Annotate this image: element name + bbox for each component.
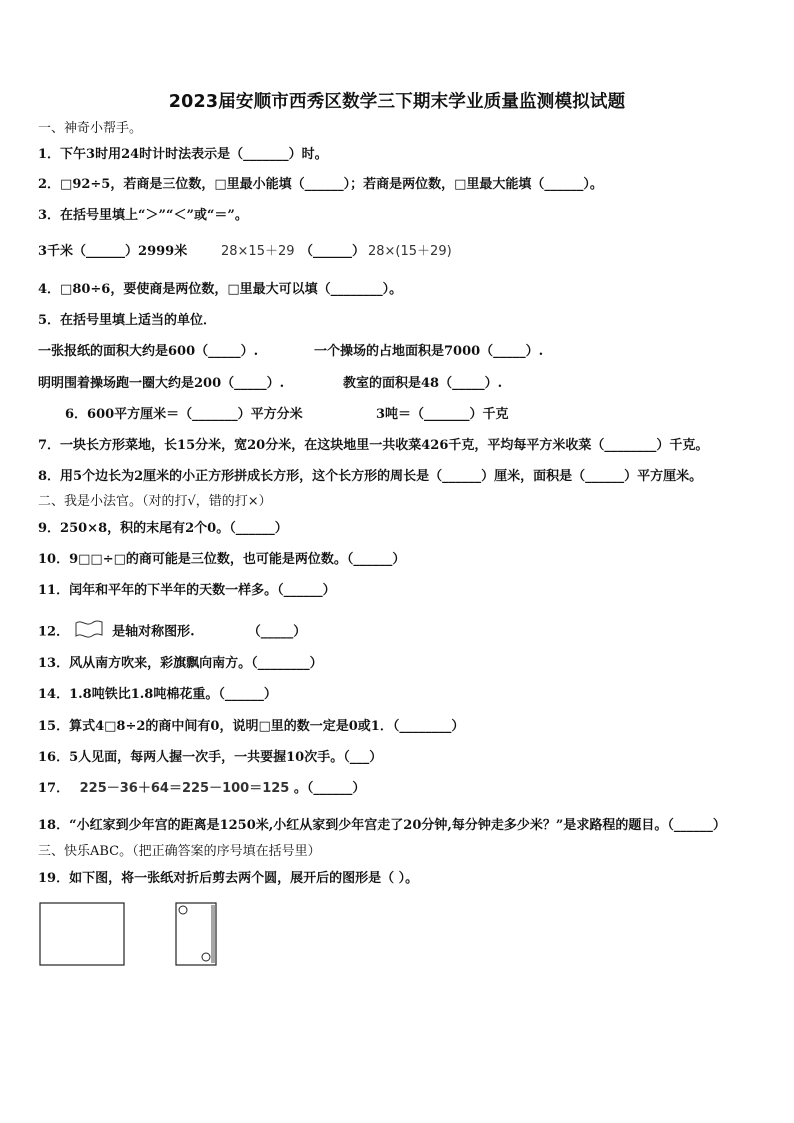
question-19: 19．如下图，将一张纸对折后剪去两个圆，展开后的图形是（ ）。 [38,871,419,886]
section-heading-2: 二、我是小法官。（对的打√，错的打×） [38,494,272,509]
section-heading-1: 一、神奇小帮手。 [38,121,143,136]
question-12-text: 是轴对称图形. [112,624,195,640]
cut-circle-bottom [202,953,210,961]
wave-flag-icon [74,619,104,645]
question-13: 13．风从南方吹来，彩旗飘向南方。（________） [38,656,323,671]
question-5-item-a: 一张报纸的面积大约是600（_____）. [38,344,259,359]
question-16: 16．5人见面，每两人握一次手，一共要握10次手。（___） [38,750,383,765]
question-17-expression: 225－36＋64＝225－100＝125 [79,781,290,796]
question-11: 11．闰年和平年的下半年的天数一样多。（______） [38,583,336,598]
question-5: 5．在括号里填上适当的单位． [38,313,217,328]
question-5-item-d: 教室的面积是48（_____）. [343,376,503,391]
question-9: 9．250×8，积的末尾有2个0。（______） [38,521,288,536]
question-1: 1．下午3时用24时计时法表示是（_______）时。 [38,147,328,162]
question-15: 15．算式4□8÷2的商中间有0，说明□里的数一定是0或1．（________） [38,719,465,734]
question-5-item-b: 一个操场的占地面积是7000（_____）. [314,344,544,359]
question-3-expression-1: 28×15＋29 [221,244,295,259]
section-heading-3: 三、快乐ABC。（把正确答案的序号填在括号里） [38,844,321,859]
question-17-number: 17． [38,781,70,796]
question-12-blank: （_____） [247,624,307,640]
question-12 [38,619,306,645]
question-14: 14．1.8吨铁比1.8吨棉花重。（______） [38,687,277,702]
question-12-number: 12． [38,624,70,640]
question-10: 10．9□□÷□的商可能是三位数，也可能是两位数。（______） [38,552,406,567]
cut-circle-top [179,906,187,914]
question-18: 18．“小红家到少年宫的距离是1250米,小红从家到少年宫走了20分钟,每分钟走多少米？”是求路程的题目。（______） [38,818,726,833]
question-3-part-a: 3千米（______）2999米 [38,244,188,259]
question-6-part-a: 6．600平方厘米＝（_______）平方分米 [65,407,303,422]
question-8: 8．用5个边长为2厘米的小正方形拼成长方形，这个长方形的周长是（______）厘米，面积是（______）平方厘米。 [38,469,703,484]
folded-paper-cutout [176,903,216,965]
question-2: 2．□92÷5，若商是三位数，□里最小能填（______）；若商是两位数，□里最大能填（______）。 [38,177,603,192]
question-6-part-b: 3吨＝（_______）千克 [376,407,509,422]
question-3: 3．在括号里填上“＞”“＜”或“＝”。 [38,208,248,223]
question-7: 7．一块长方形菜地，长15分米，宽20分米，在这块地里一共收菜426千克，平均每平方米收菜（________）千克。 [38,438,709,453]
question-5-item-c: 明明围着操场跑一圈大约是200（_____）. [38,376,285,391]
question-17-blank: 。（______） [293,781,366,796]
paper-sheet [40,903,124,965]
question-3-blank: （______） [300,244,366,259]
question-3-expression-2: 28×(15＋29) [368,244,452,259]
question-4: 4．□80÷6，要使商是两位数，□里最大可以填（________）。 [38,282,403,297]
question-19-figure [36,899,236,971]
page-title: 2023届安顺市西秀区数学三下期末学业质量监测模拟试题 [168,92,626,112]
question-17 [38,780,365,798]
